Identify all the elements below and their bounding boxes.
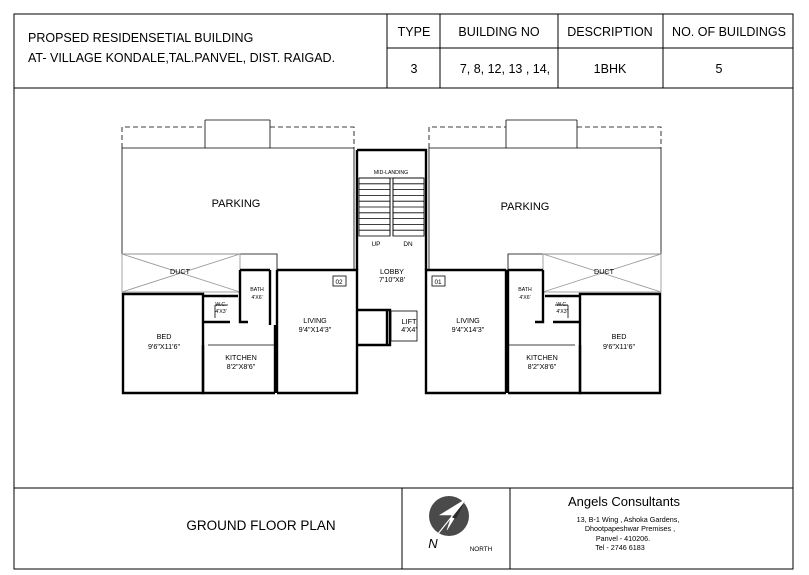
- wc-right-size: 4'X3': [556, 309, 568, 315]
- bed-right-label: BED: [611, 332, 627, 341]
- address-line-2: Dhootpapeshwar Premises ,: [584, 524, 676, 533]
- bed-left-size: 9'6"X11'6": [147, 342, 181, 351]
- stair-treads: [359, 184, 424, 230]
- mid-landing-label: MID-LANDING: [373, 170, 409, 176]
- address-line-1: 13, B-1 Wing , Ashoka Gardens,: [576, 515, 680, 524]
- description-header: DESCRIPTION: [567, 25, 653, 39]
- bath-left-label: BATH: [250, 287, 264, 293]
- duct-right-label: DUCT: [594, 267, 614, 276]
- living-left-size: 9'4"X14'3": [298, 325, 332, 334]
- lift-label: LIFT: [401, 317, 417, 326]
- lobby-size: 7'10"X8': [378, 275, 406, 284]
- upper-projection-left: [122, 120, 354, 148]
- no-of-buildings-header: NO. OF BUILDINGS: [672, 25, 786, 39]
- north-letter: N: [428, 536, 438, 551]
- bath-right-label: BATH: [518, 287, 532, 293]
- parking-right-label: PARKING: [500, 201, 550, 213]
- lobby-label: LOBBY: [380, 267, 404, 276]
- type-value: 3: [410, 62, 418, 76]
- north-label: NORTH: [469, 546, 493, 553]
- sheet-border: [14, 14, 793, 569]
- wc-left-label: W.C.: [215, 302, 227, 308]
- type-header: TYPE: [397, 25, 431, 39]
- parking-left-label: PARKING: [211, 198, 261, 210]
- bed-left-label: BED: [156, 332, 172, 341]
- kitchen-left-label: KITCHEN: [225, 353, 257, 362]
- kitchen-right-label: KITCHEN: [526, 353, 558, 362]
- consultant-name: Angels Consultants: [567, 494, 681, 509]
- title-block: [28, 14, 793, 88]
- floor-plan: [122, 120, 661, 393]
- footer: [186, 488, 680, 569]
- building-no-value: 7, 8, 12, 13 , 14,: [459, 62, 551, 76]
- kitchen-right-size: 8'2"X8'6": [527, 362, 557, 371]
- bed-right-size: 9'6"X11'6": [602, 342, 636, 351]
- bath-right-size: 4'X6': [519, 295, 531, 301]
- project-title: PROPSED RESIDENSETIAL BUILDING: [28, 31, 254, 45]
- flat-no-right: 01: [434, 279, 442, 286]
- lift-size: 4'X4': [401, 325, 417, 334]
- living-right-label: LIVING: [456, 316, 480, 325]
- sheet-title: GROUND FLOOR PLAN: [186, 518, 336, 533]
- living-right-size: 9'4"X14'3": [451, 325, 485, 334]
- wc-right-label: W.C.: [556, 302, 568, 308]
- core: [357, 150, 426, 270]
- north-arrow-icon: [428, 496, 469, 551]
- stair-down-label: DN: [403, 241, 413, 248]
- upper-projection-right: [429, 120, 661, 148]
- living-left-label: LIVING: [303, 316, 327, 325]
- address-line-4: Tel - 2746 6183: [595, 543, 645, 552]
- building-no-header: BUILDING NO: [458, 25, 540, 39]
- bath-left-size: 4'X6': [251, 295, 263, 301]
- kitchen-left-size: 8'2"X8'6": [226, 362, 256, 371]
- no-of-buildings-value: 5: [715, 62, 723, 76]
- description-value: 1BHK: [593, 62, 627, 76]
- stair-up-label: UP: [371, 241, 381, 248]
- wc-left-size: 4'X3': [215, 309, 227, 315]
- flat-no-left: 02: [335, 279, 343, 286]
- project-location: AT- VILLAGE KONDALE,TAL.PANVEL, DIST. RAIGAD.: [28, 51, 336, 65]
- duct-left-label: DUCT: [170, 267, 190, 276]
- address-line-3: Panvel - 410206.: [595, 534, 651, 543]
